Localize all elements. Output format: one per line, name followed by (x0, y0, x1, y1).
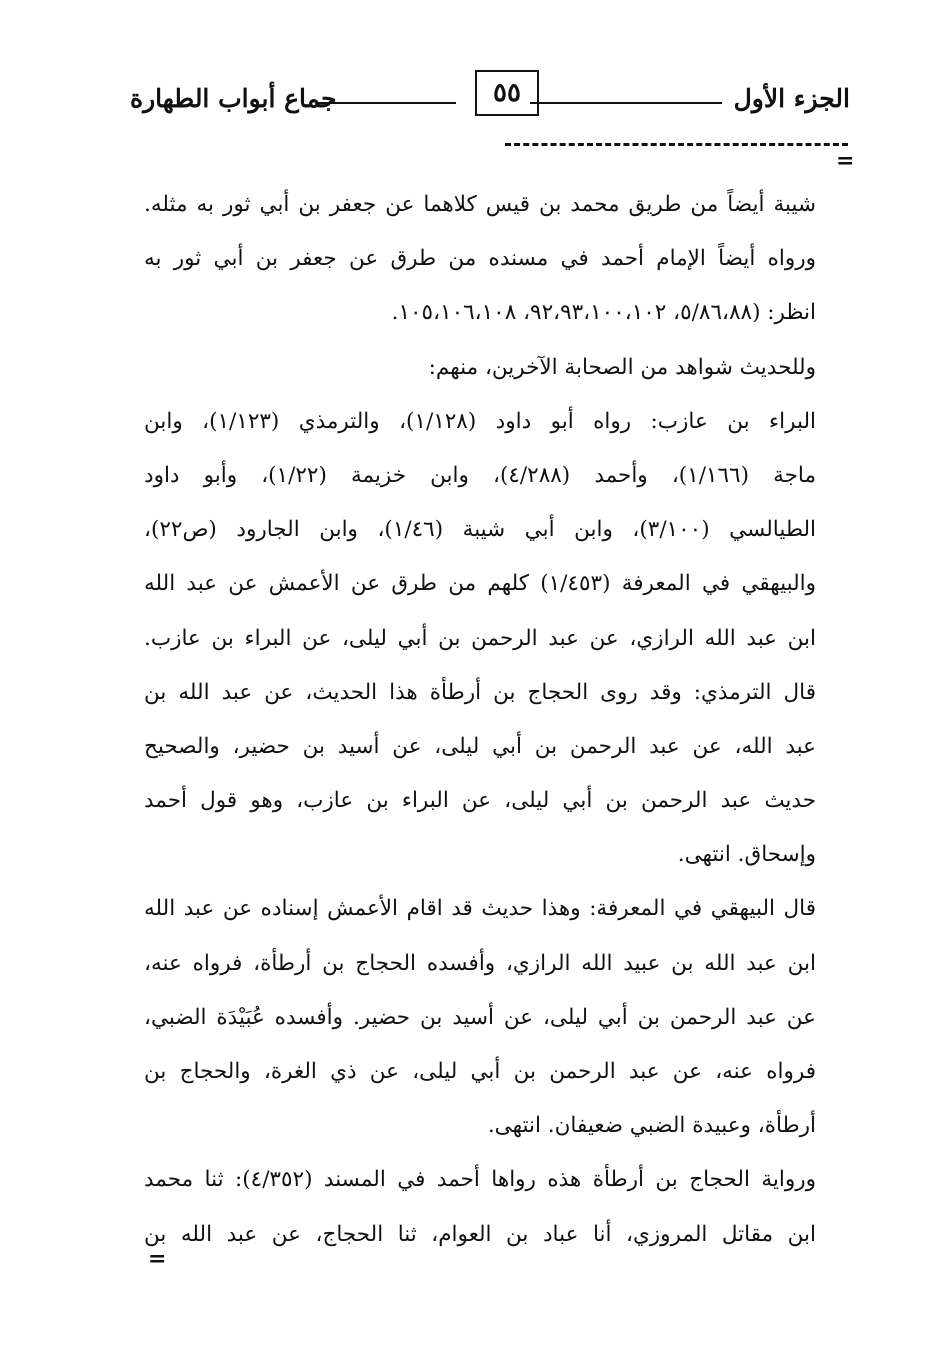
text-line: والبيهقي في المعرفة (١/٤٥٣) كلهم من طرق عن الأعمش عن عبد الله (144, 571, 816, 597)
text-line: قال البيهقي في المعرفة: وهذا حديث قد اقام الأعمش إسناده عن عبد الله (144, 896, 816, 922)
text-line: عن عبد الرحمن بن أبي ليلى، عن أسيد بن حضير. وأفسده عُبَيْدَة الضبي، (144, 1004, 816, 1030)
continuation-mark-bottom: = (148, 1246, 167, 1272)
text-line: أرطأة، وعبيدة الضبي ضعيفان. انتهى. (487, 1113, 816, 1139)
text-line: وإسحاق. انتهى. (677, 842, 816, 868)
chapter-title: جماع أبواب الطهارة (130, 84, 337, 113)
continuation-mark-top: = (836, 148, 855, 174)
text-line: الطيالسي (٣/١٠٠)، وابن أبي شيبة (١/٤٦)، وابن الجارود (ص٢٢)، (144, 517, 816, 543)
header-rule-left (318, 102, 456, 104)
page-number: ٥٥ (493, 78, 521, 108)
text-line: البراء بن عازب: رواه أبو داود (١/١٢٨)، والترمذي (١/١٢٣)، وابن (144, 408, 816, 434)
text-line: فرواه عنه، عن عبد الرحمن بن أبي ليلى، عن ذي الغرة، والحجاج بن (144, 1059, 816, 1084)
text-line: ابن مقاتل المروزي، أنا عباد بن العوام، ثنا الحجاج، عن عبد الله بن (144, 1221, 816, 1247)
text-line: ابن عبد الله الرازي، عن عبد الرحمن بن أبي ليلى، عن البراء بن عازب. (144, 625, 816, 651)
text-line: شيبة أيضاً من طريق محمد بن قيس كلاهما عن جعفر بن أبي ثور به مثله. (144, 192, 816, 217)
text-line: حديث عبد الرحمن بن أبي ليلى، عن البراء بن عازب، وهو قول أحمد (144, 788, 816, 814)
page-number-box (475, 70, 539, 116)
header-rule-right (530, 102, 722, 104)
text-line: عبد الله، عن عبد الرحمن بن أبي ليلى، عن أسيد بن حضير، والصحيح (144, 733, 816, 759)
text-line: قال الترمذي: وقد روى الحجاج بن أرطأة هذا الحديث، عن عبد الله بن (144, 679, 816, 705)
text-line: ابن عبد الله بن عبيد الله الرازي، وأفسده الحجاج بن أرطأة، فرواه عنه، (144, 950, 816, 976)
text-line: ماجة (١/١٦٦)، وأحمد (٤/٢٨٨)، وابن خزيمة (١/٢٢)، وأبو داود (144, 462, 816, 488)
text-line: ورواه أيضاً الإمام أحمد في مسنده من طرق عن جعفر بن أبي ثور به (144, 246, 816, 272)
text-line: انظر: (٥/٨٦،٨٨، ٩٢،٩٣،١٠٠،١٠٢، ١٠٥،١٠٦،١٠٨. (391, 300, 816, 326)
footnote-text (144, 185, 816, 1272)
footnote-separator (505, 143, 848, 146)
text-line: ورواية الحجاج بن أرطأة هذه رواها أحمد في المسند (٤/٣٥٢): ثنا محمد (144, 1167, 816, 1193)
volume-label: الجزء الأول (733, 84, 850, 113)
text-line: وللحديث شواهد من الصحابة الآخرين، منهم: (428, 354, 816, 380)
page-header (130, 70, 850, 122)
